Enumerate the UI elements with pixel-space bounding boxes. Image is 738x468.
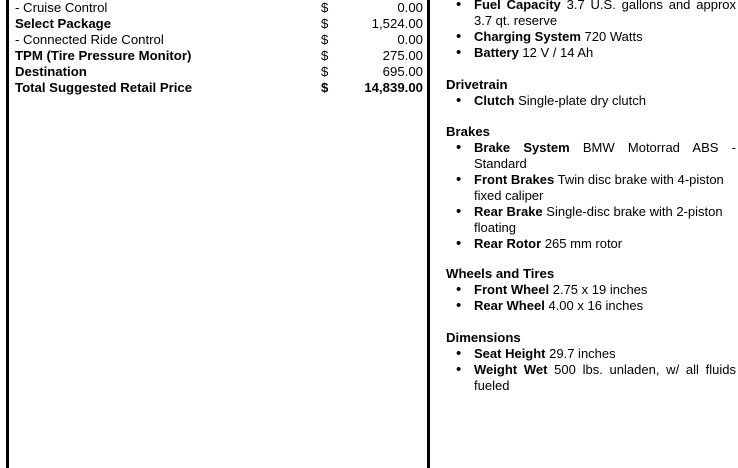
- spec-value: Single-plate dry clutch: [518, 93, 646, 108]
- section-title-brakes: Brakes: [446, 124, 490, 139]
- bullet: •: [456, 281, 462, 298]
- currency-symbol: $: [321, 0, 329, 15]
- spec-value: 4.00 x 16 inches: [548, 298, 644, 313]
- bullet: •: [456, 361, 462, 378]
- spec-item-battery: [456, 44, 736, 61]
- bullet: •: [456, 171, 462, 188]
- price-row-select-package: [15, 16, 427, 32]
- spec-item-front-brakes: [456, 171, 736, 204]
- section-title-drivetrain: Drivetrain: [446, 77, 508, 92]
- price-label: Destination: [15, 64, 87, 79]
- section-title-dimensions: Dimensions: [446, 330, 521, 345]
- currency-symbol: $: [321, 64, 329, 79]
- currency-symbol: $: [321, 16, 329, 31]
- spec-key: Rear Wheel: [474, 298, 545, 313]
- specifications-panel: [427, 0, 738, 456]
- spec-key: Brake System: [474, 140, 570, 155]
- section-title-wheels-and-tires: Wheels and Tires: [446, 266, 555, 281]
- spec-key: Front Wheel: [474, 282, 550, 297]
- price-row-destination: [15, 64, 427, 80]
- bullet: •: [456, 44, 462, 61]
- spec-item-rear-brake: [456, 203, 736, 236]
- price-row-tpm: [15, 48, 427, 64]
- price-label: Select Package: [15, 16, 112, 31]
- spec-item-front-wheel: [456, 281, 736, 298]
- bullet: •: [456, 297, 462, 314]
- spec-item-rear-rotor: [456, 235, 736, 252]
- price-row-total: [15, 80, 427, 96]
- spec-key: Rear Rotor: [474, 236, 542, 251]
- total-price-amount: 14,839.00: [364, 80, 423, 95]
- price-sheet: [6, 0, 430, 468]
- bullet: •: [456, 28, 462, 45]
- price-amount: 1,524.00: [371, 16, 423, 31]
- bullet: •: [456, 0, 462, 13]
- spec-key: Charging System: [474, 29, 581, 44]
- price-amount: 0.00: [397, 32, 423, 47]
- price-label: - Connected Ride Control: [15, 32, 164, 47]
- price-amount: 695.00: [382, 64, 423, 79]
- spec-key: Fuel Capacity: [474, 0, 561, 12]
- spec-item-seat-height: [456, 345, 736, 362]
- currency-symbol: $: [321, 48, 329, 63]
- bullet: •: [456, 139, 462, 156]
- spec-value: 500 lbs. unladen, w/ all fluids fueled: [474, 362, 736, 393]
- price-row-cruise-control: [15, 0, 427, 16]
- price-amount: 275.00: [382, 48, 423, 63]
- price-row-connected-ride-control: [15, 32, 427, 48]
- spec-key: Weight Wet: [474, 362, 548, 377]
- price-amount: 0.00: [397, 0, 423, 15]
- spec-item-fuel-capacity: [456, 0, 736, 29]
- price-label: - Cruise Control: [15, 0, 108, 15]
- spec-key: Seat Height: [474, 346, 546, 361]
- spec-value: BMW Motorrad ABS - Standard: [474, 140, 736, 171]
- bullet: •: [456, 235, 462, 252]
- bullet: •: [456, 203, 462, 220]
- spec-item-clutch: [456, 92, 736, 109]
- bullet: •: [456, 92, 462, 109]
- spec-value: 3.7 U.S. gallons and approx 3.7 qt. reserve: [474, 0, 736, 28]
- total-price-label: Total Suggested Retail Price: [15, 80, 193, 95]
- spec-value: 720 Watts: [584, 29, 643, 44]
- spec-item-brake-system: [456, 139, 736, 172]
- spec-key: Front Brakes: [474, 172, 555, 187]
- spec-item-rear-wheel: [456, 297, 736, 314]
- spec-key: Clutch: [474, 93, 515, 108]
- spec-value: Twin disc brake with 4-piston fixed caliper: [474, 172, 724, 203]
- spec-key: Rear Brake: [474, 204, 543, 219]
- spec-item-weight-wet: [456, 361, 736, 394]
- spec-value: 2.75 x 19 inches: [552, 282, 648, 297]
- spec-key: Battery: [474, 45, 519, 60]
- spec-value: 12 V / 14 Ah: [522, 45, 594, 60]
- price-label: TPM (Tire Pressure Monitor): [15, 48, 192, 63]
- spec-value: 265 mm rotor: [544, 236, 623, 251]
- currency-symbol: $: [321, 80, 329, 95]
- currency-symbol: $: [321, 32, 329, 47]
- spec-value: Single-disc brake with 2-piston floating: [474, 204, 723, 235]
- bullet: •: [456, 345, 462, 362]
- spec-item-charging-system: [456, 28, 736, 45]
- spec-value: 29.7 inches: [549, 346, 616, 361]
